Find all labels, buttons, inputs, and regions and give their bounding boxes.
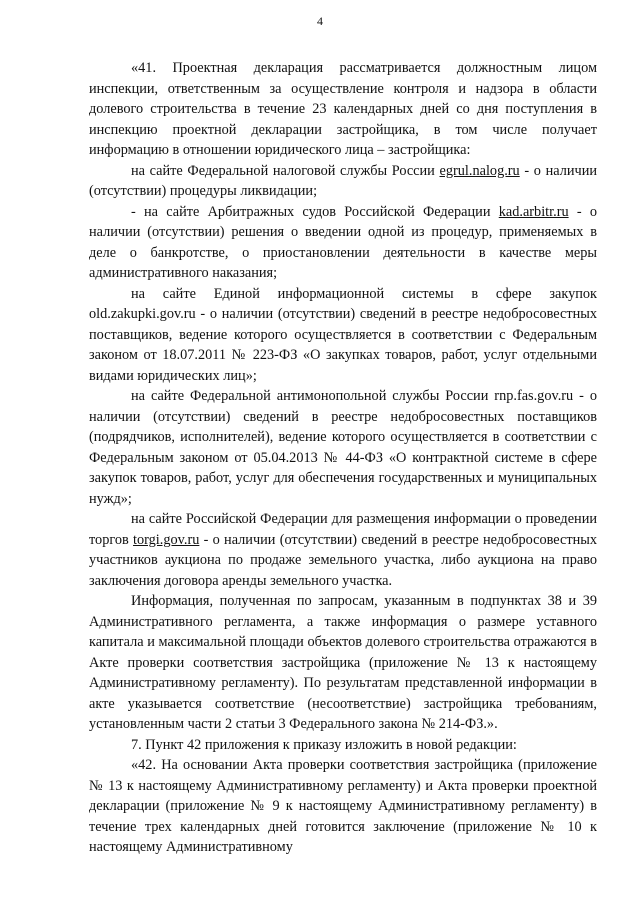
paragraph-item-7: 7. Пункт 42 приложения к приказу изложить в новой редакции: [131, 736, 517, 753]
page-number: 4 [317, 14, 323, 28]
arbitr-text-after: - о наличии (отсутствии) решения о введении одной из процедур, применяемых в деле о банкротстве, о приостановлении деятельности в качестве меры административного наказания; [89, 203, 598, 281]
document-body [89, 58, 597, 858]
torgi-text-after: - о наличии (отсутствии) сведений в реестре недобросовестных участников аукциона по продаже земельного участка, либо аукциона на право заключения договора аренды земельного участка. [89, 531, 597, 589]
paragraph-fas: на сайте Федеральной антимонопольной службы России rnp.fas.gov.ru - о наличии (отсутствии) сведений в реестре недобросовестных поставщиков (подрядчиков, исполнителей), ведение которого осуществляется в соответствии с Федеральным законом от 05.04.2013 № 44-ФЗ «О контрактной системе в сфере закупок товаров, работ, услуг для обеспечения государственных и муниципальных нужд»; [89, 388, 597, 507]
torgi-text-before: на сайте Российской Федерации для размещения информации о проведении торгов [89, 511, 597, 548]
arbitr-text-before: - на сайте Арбитражных судов Российской Федерации [131, 203, 499, 220]
paragraph-41-intro: «41. Проектная декларация рассматривается должностным лицом инспекции, ответственным за осуществление контроля и надзора в области долевого строительства в течение 23 календарных дней со дня поступления в инспекцию проектной декларации застройщика, в том числе получает информацию в отношении юридического лица – застройщика: [89, 60, 597, 158]
paragraph-info: Информация, полученная по запросам, указанным в подпунктах 38 и 39 Административного регламента, а также информация о размере уставного капитала и максимальной площади объектов долевого строительства отражаются в Акте проверки соответствия застройщика (приложение № 13 к настоящему Административному регламенту). По результатам представленной информации в акте указывается соответствие (несоответствие) застройщика требованиям, установленным части 2 статьи 3 Федерального закона № 214-ФЗ.». [89, 593, 597, 732]
torgi-link: torgi.gov.ru [133, 531, 200, 548]
paragraph-torgi [89, 509, 597, 591]
nalog-text-before: на сайте Федеральной налоговой службы России [131, 162, 440, 179]
nalog-text-after: - о наличии (отсутствии) процедуры ликвидации; [89, 162, 597, 199]
paragraph-arbitr [89, 202, 597, 284]
paragraph-nalog [89, 161, 597, 202]
paragraph-42: «42. На основании Акта проверки соответствия застройщика (приложение № 13 к настоящему Административному регламенту) и Акта проверки проектной декларации (приложение № 9 к настоящему Административному регламенту) в течение трех календарных дней готовится заключение (приложение № 10 к настоящему Административному [89, 757, 597, 855]
nalog-link: egrul.nalog.ru [439, 162, 520, 179]
paragraph-zakupki: на сайте Единой информационной системы в сфере закупок old.zakupki.gov.ru - о наличии (отсутствии) сведений в реестре недобросовестных поставщиков, ведение которого осуществляется в соответствии с Федеральным законом от 18.07.2011 № 223-ФЗ «О закупках товаров, работ, услуг отдельными видами юридических лиц»; [89, 285, 597, 384]
arbitr-link: kad.arbitr.ru [498, 203, 569, 220]
